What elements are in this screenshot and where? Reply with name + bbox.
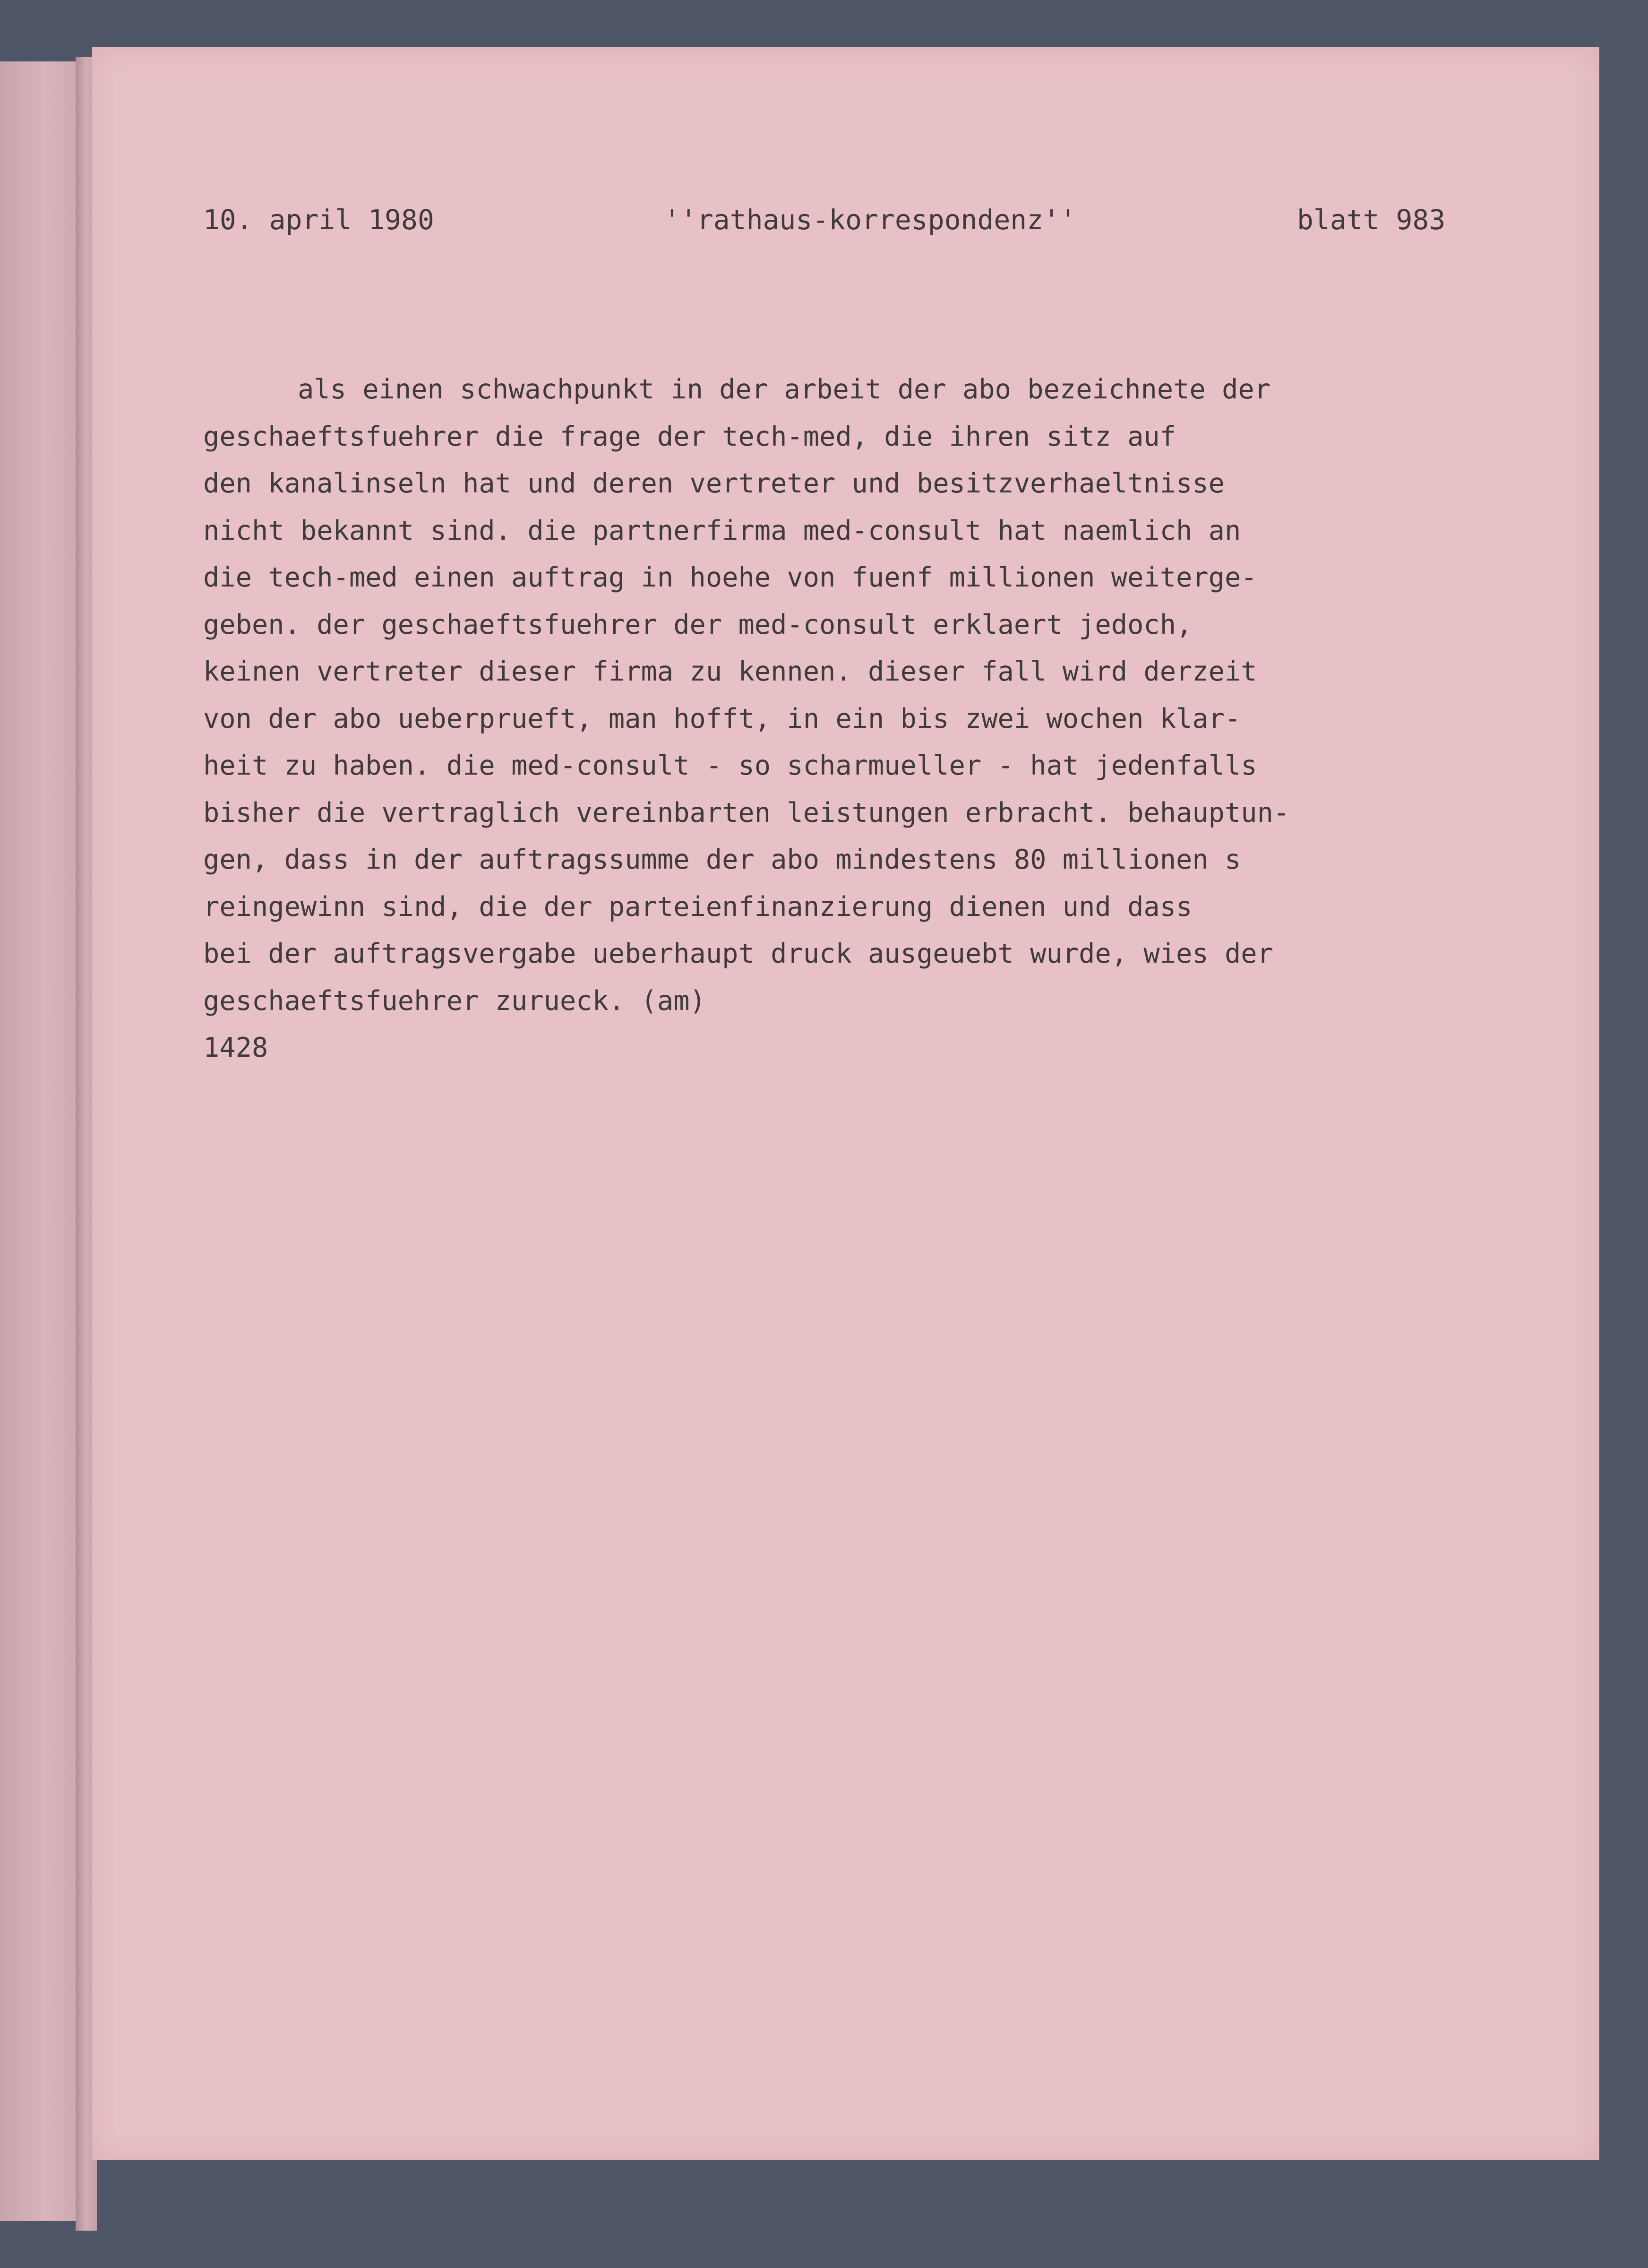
body-line: nicht bekannt sind. die partnerfirma med-consult hat naemlich an <box>203 515 1241 546</box>
body-line: geben. der geschaeftsfuehrer der med-consult erklaert jedoch, <box>203 609 1193 640</box>
body-line: von der abo ueberprueft, man hofft, in ein bis zwei wochen klar- <box>203 703 1241 734</box>
body-line: geschaeftsfuehrer die frage der tech-med, die ihren sitz auf <box>203 421 1176 452</box>
body-line: bisher die vertraglich vereinbarten leistungen erbracht. behauptun- <box>203 797 1290 828</box>
body-line: bei der auftragsvergabe ueberhaupt druck ausgeuebt wurde, wies der <box>203 938 1273 969</box>
body-line: reingewinn sind, die der parteienfinanzierung dienen und dass <box>203 891 1193 923</box>
header-date: 10. april 1980 <box>203 204 434 236</box>
article-body <box>203 366 1488 1072</box>
body-line: geschaeftsfuehrer zurueck. (am) <box>203 985 706 1017</box>
body-line: gen, dass in der auftragssumme der abo mindestens 80 millionen s <box>203 844 1241 875</box>
left-page-edge <box>0 61 76 2221</box>
body-line: als einen schwachpunkt in der arbeit der abo bezeichnete der <box>298 374 1271 405</box>
body-line: die tech-med einen auftrag in hoehe von fuenf millionen weiterge- <box>203 562 1257 593</box>
body-line: den kanalinseln hat und deren vertreter und besitzverhaeltnisse <box>203 468 1225 499</box>
body-line: keinen vertreter dieser firma zu kennen. dieser fall wird derzeit <box>203 656 1257 687</box>
document-number: 1428 <box>203 1032 268 1063</box>
header-title: ''rathaus-korrespondenz'' <box>664 204 1076 236</box>
document-page <box>92 47 1599 2160</box>
show-through-mark <box>1061 109 1306 411</box>
body-line: heit zu haben. die med-consult - so scharmueller - hat jedenfalls <box>203 750 1257 781</box>
header-page-number: blatt 983 <box>1297 204 1446 236</box>
